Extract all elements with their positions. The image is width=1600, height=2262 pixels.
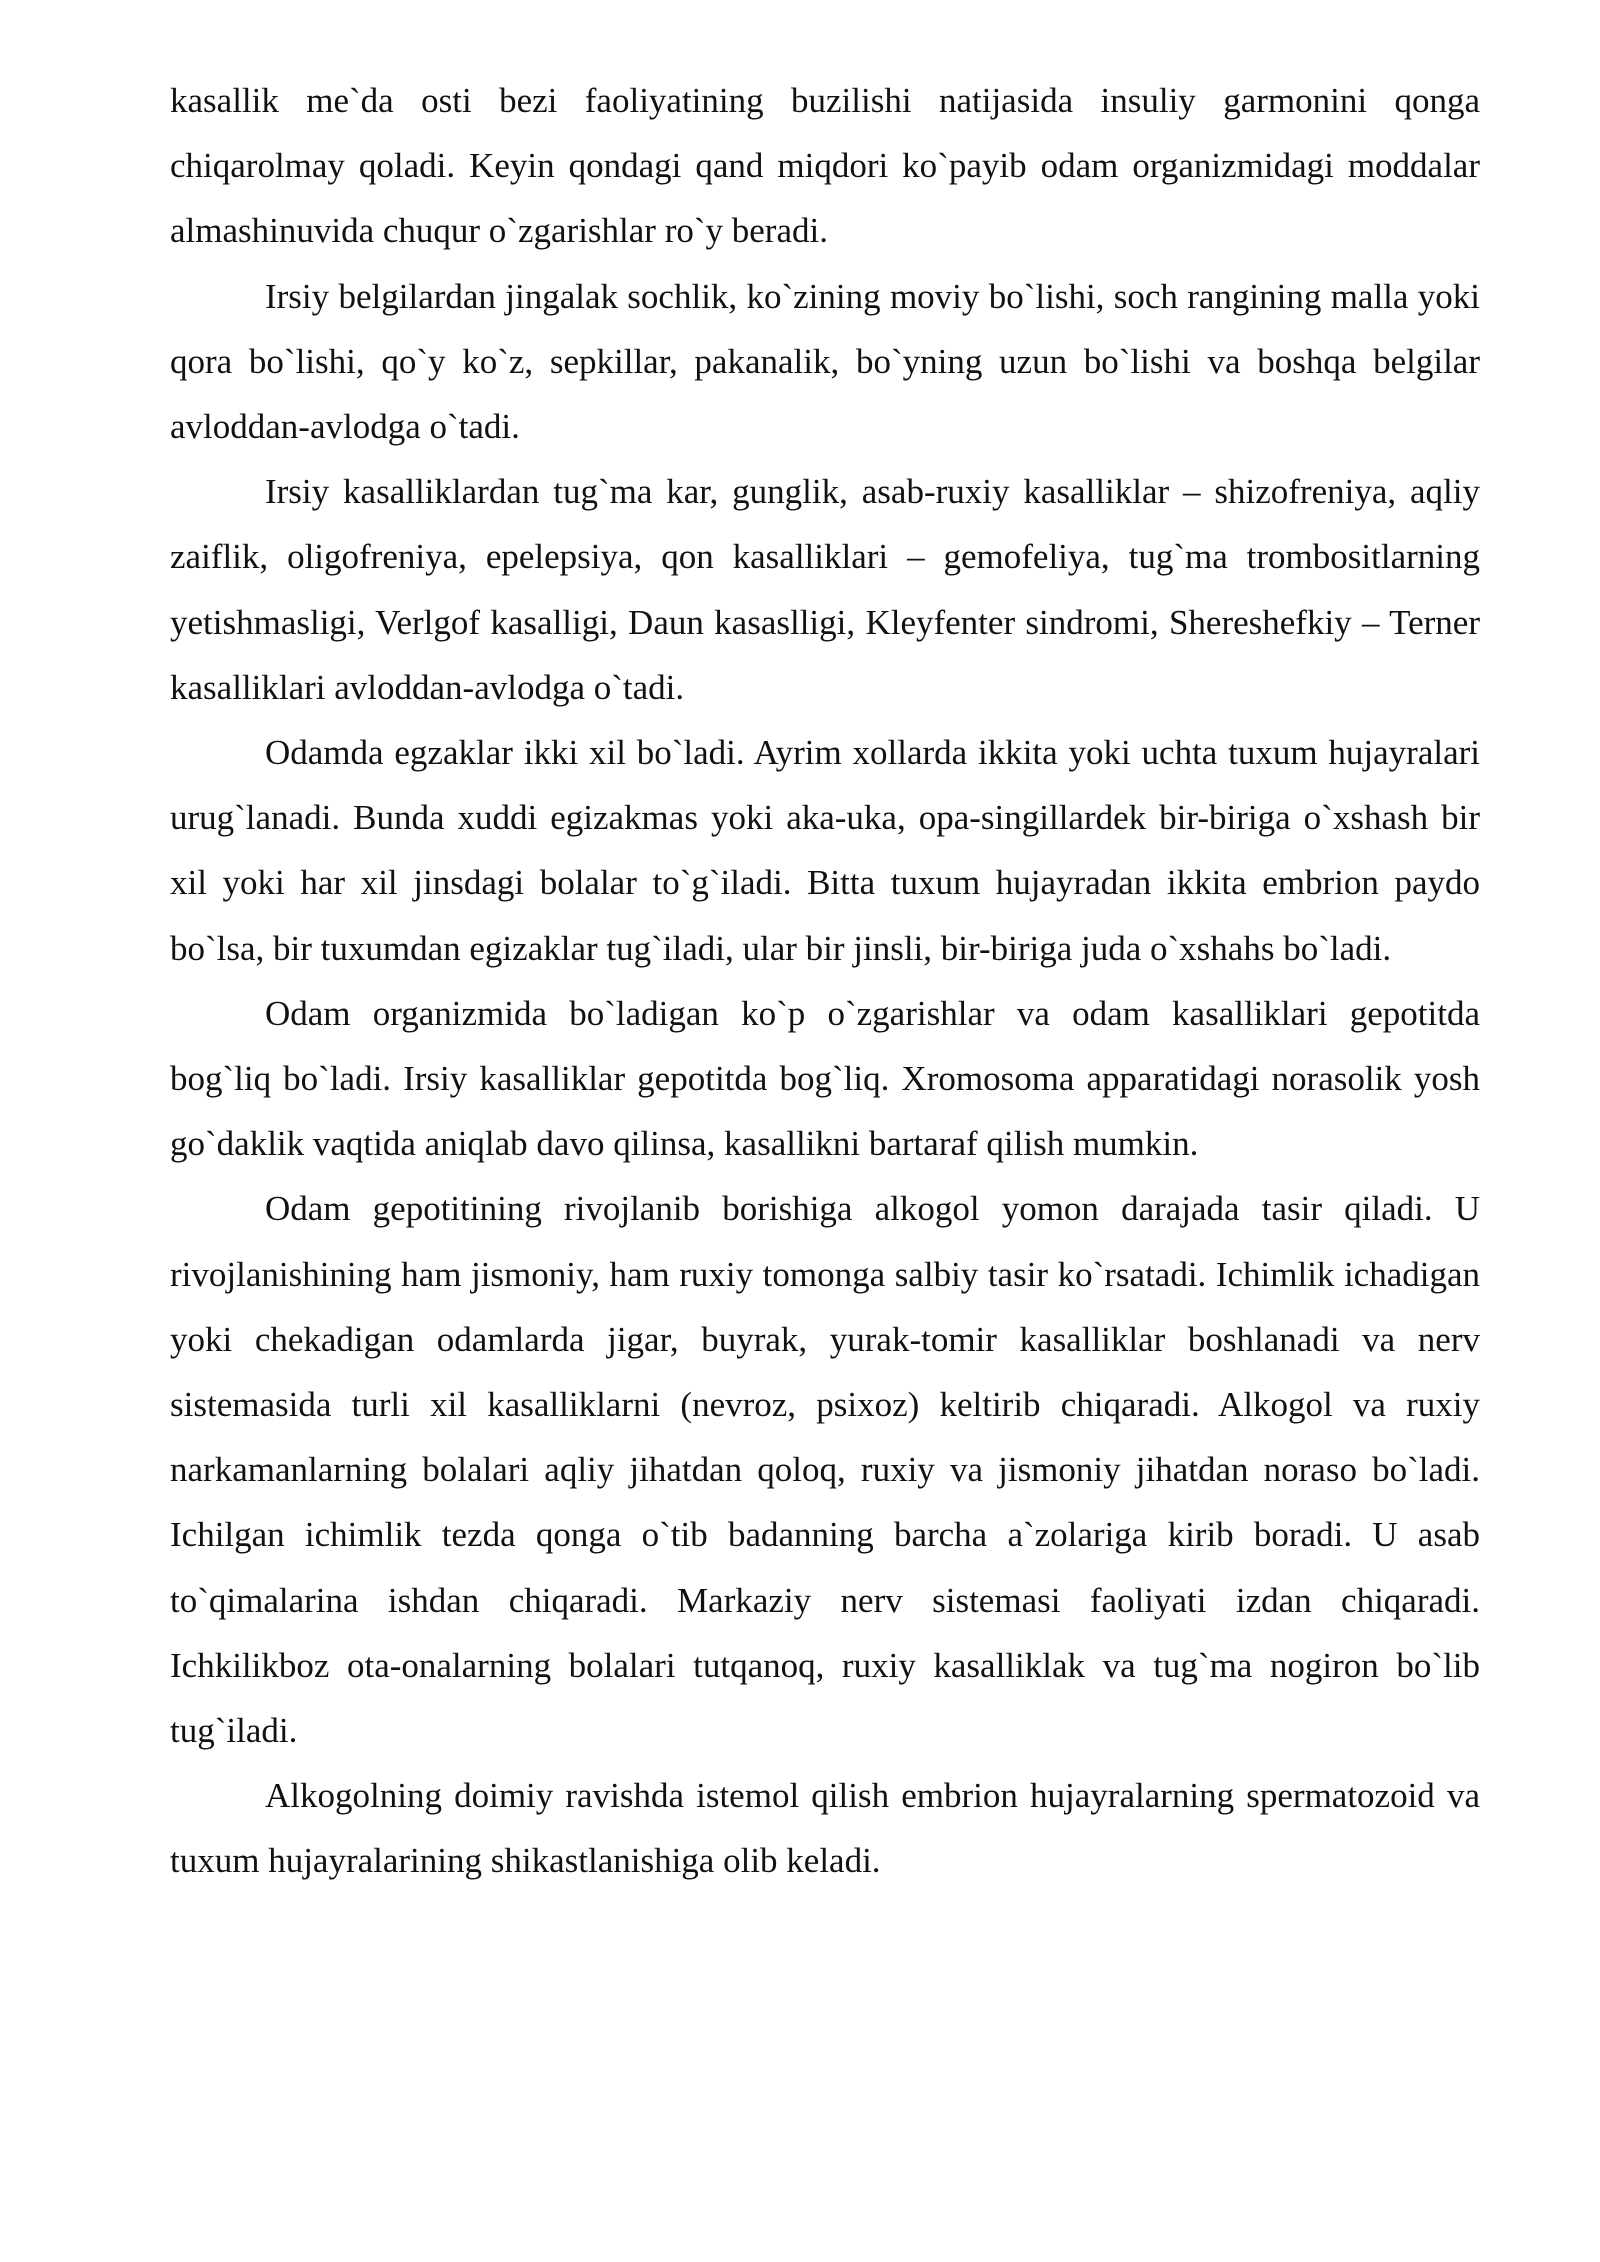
paragraph-hereditary-diseases: Irsiy kasalliklardan tug`ma kar, gunglik, asab-ruxiy kasalliklar – shizofreniya, aqliy zaiflik, oligofreniya, epelepsiya, qon kasalliklari – gemofeliya, tug`ma trombositlarning yetishmasligi, Verlgof kasalligi, Daun kasaslligi, Kleyfenter sindromi, Shereshefkiy – Terner kasalliklari avloddan-avlodga o`tadi. bbox=[170, 472, 1480, 707]
paragraph-twins: Odamda egzaklar ikki xil bo`ladi. Ayrim xollarda ikkita yoki uchta tuxum hujayralari urug`lanadi. Bunda xuddi egizakmas yoki aka-uka, opa-singillardek bir-biriga o`xshash bir xil yoki har xil jinsdagi bolalar to`g`iladi. Bitta tuxum hujayradan ikkita embrion paydo bo`lsa, bir tuxumdan egizaklar tug`iladi, ular bir jinsli, bir-biriga juda o`xshahs bo`ladi. bbox=[170, 733, 1480, 968]
paragraph-alcohol-effects: Odam gepotitining rivojlanib borishiga alkogol yomon darajada tasir qiladi. U rivojlanishining ham jismoniy, ham ruxiy tomonga salbiy tasir ko`rsatadi. Ichimlik ichadigan yoki chekadigan odamlarda jigar, buyrak, yurak-tomir kasalliklar boshlanadi va nerv sistemasida turli xil kasalliklarni (nevroz, psixoz) keltirib chiqaradi. Alkogol va ruxiy narkamanlarning bolalari aqliy jihatdan qoloq, ruxiy va jismoniy jihatdan noraso bo`ladi. Ichilgan ichimlik tezda qonga o`tib badanning barcha a`zolariga kirib boradi. U asab to`qimalarina ishdan chiqaradi. Markaziy nerv sistemasi faoliyati izdan chiqaradi. Ichkilikboz ota-onalarning bolalari tutqanoq, ruxiy kasalliklak va tug`ma nogiron bo`lib tug`iladi. bbox=[170, 1189, 1480, 1751]
paragraph-continuation: kasallik me`da osti bezi faoliyatining buzilishi natijasida insuliy garmonini qonga chiqarolmay qoladi. Keyin qondagi qand miqdori ko`payib odam organizmidagi moddalar almashinuvida chuqur o`zgarishlar ro`y beradi. bbox=[170, 81, 1480, 251]
paragraph-hereditary-traits: Irsiy belgilardan jingalak sochlik, ko`zining moviy bo`lishi, soch rangining malla yoki qora bo`lishi, qo`y ko`z, sepkillar, pakanalik, bo`yning uzun bo`lishi va boshqa belgilar avloddan-avlodga o`tadi. bbox=[170, 276, 1480, 447]
document-page bbox=[170, 68, 1480, 1894]
paragraph-genotype-changes: Odam organizmida bo`ladigan ko`p o`zgarishlar va odam kasalliklari gepotitda bog`liq bo`ladi. Irsiy kasalliklar gepotitda bog`liq. Xromosoma apparatidagi norasolik yosh go`daklik vaqtida aniqlab davo qilinsa, kasallikni bartaraf qilish mumkin. bbox=[170, 993, 1480, 1164]
paragraph-alcohol-embryo: Alkogolning doimiy ravishda istemol qilish embrion hujayralarning spermatozoid va tuxum hujayralarining shikastlanishiga olib keladi. bbox=[170, 1776, 1480, 1881]
